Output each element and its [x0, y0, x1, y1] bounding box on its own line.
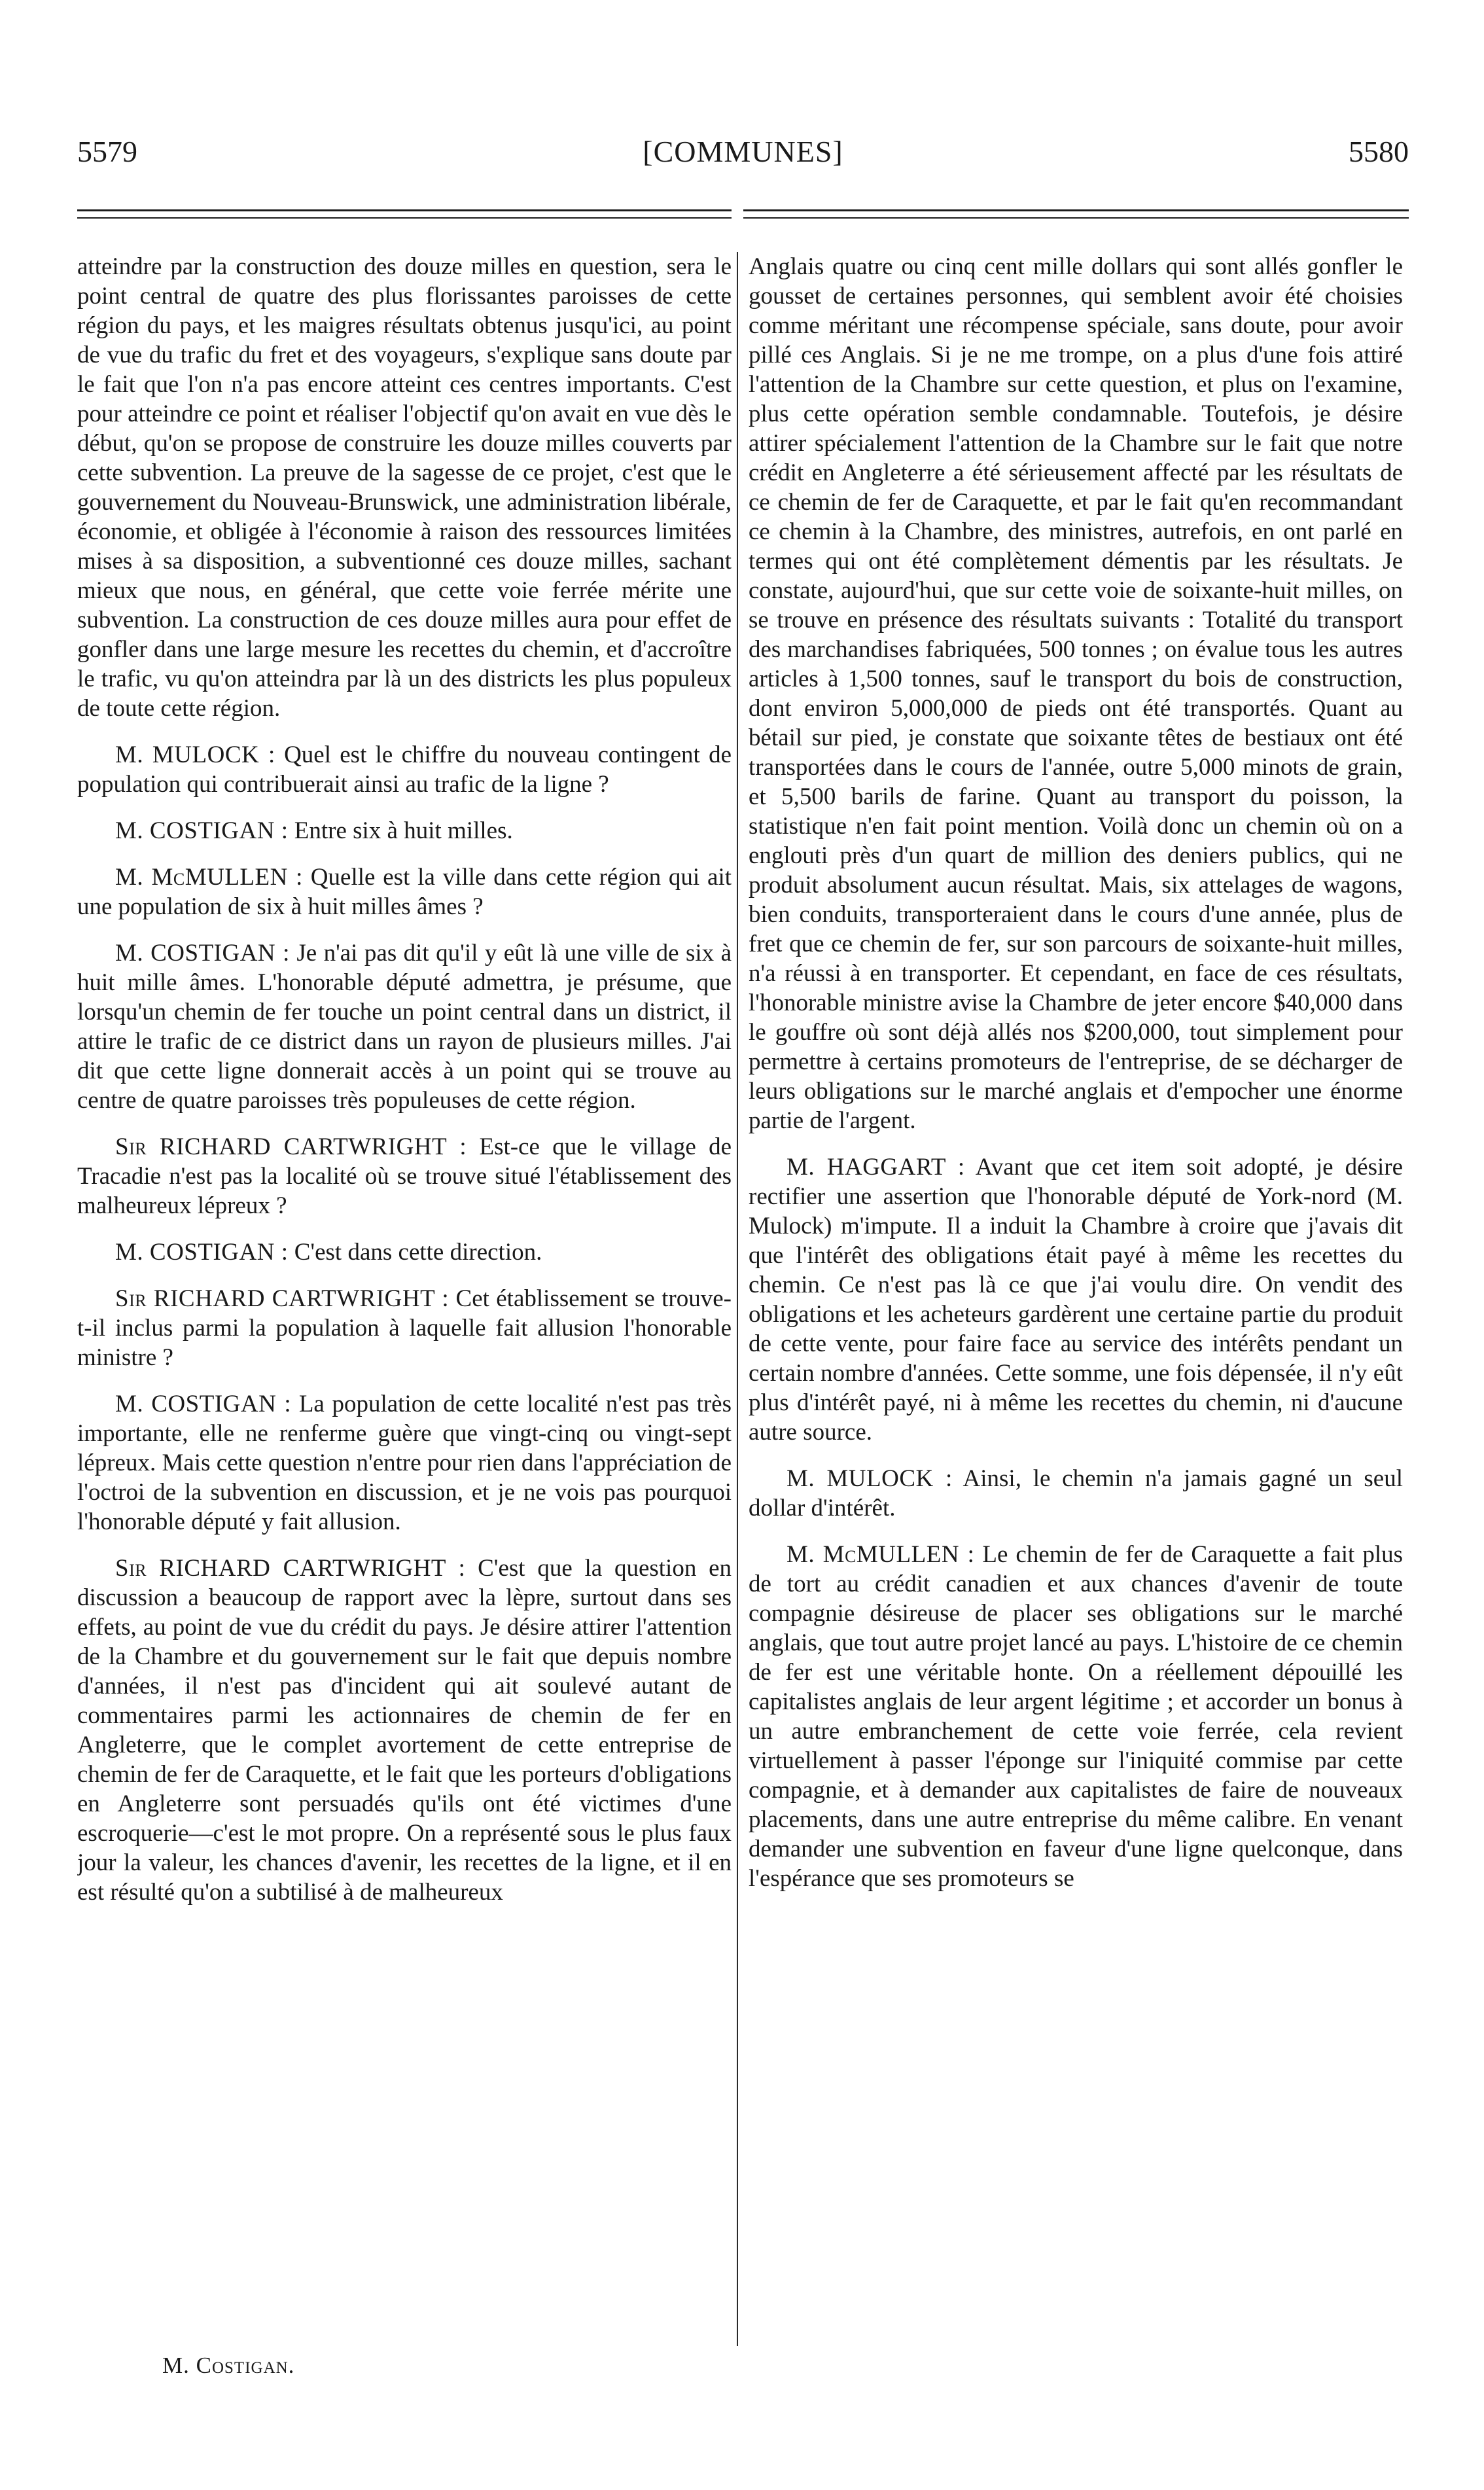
- header-rule-left-bottom: [77, 217, 732, 219]
- page-number-right: 5580: [1349, 135, 1409, 168]
- paragraph: [77, 1284, 732, 1372]
- paragraph-text: Ainsi, le chemin n'a jamais gagné un seul dollar d'intérêt.: [749, 1465, 1403, 1521]
- page-number-left: 5579: [77, 135, 137, 168]
- speaker-name: M. COSTIGAN :: [115, 1239, 289, 1266]
- speaker-name: M. MULOCK :: [115, 741, 275, 768]
- speaker-name: Sir RICHARD CARTWRIGHT :: [115, 1555, 466, 1582]
- paragraph-text: Quel est le chiffre du nouveau contingent de population qui contribuerait ainsi au trafic de la ligne ?: [77, 741, 732, 798]
- paragraph: [77, 938, 732, 1115]
- paragraph: [77, 1554, 732, 1907]
- paragraph: [77, 1237, 732, 1267]
- paragraph: [749, 1152, 1403, 1447]
- column-divider: [737, 252, 738, 2346]
- header-rules: [77, 209, 1409, 224]
- speaker-name: M. HAGGART :: [786, 1154, 965, 1181]
- paragraph: [77, 863, 732, 921]
- paragraph: [77, 1389, 732, 1537]
- speaker-name: M. COSTIGAN :: [115, 940, 290, 967]
- paragraph: [77, 252, 732, 723]
- paragraph: [77, 1132, 732, 1220]
- paragraph-text: C'est que la question en discussion a beaucoup de rapport avec la lèpre, surtout dans ses effets, au point de vue du crédit du pays. Je désire attirer l'attention de la Chambre et du gouvernement sur le fait que depuis nombre d'années, il n'est pas d'incident qui ait soulevé autant de commentaires parmi les actionnaires de chemin de fer en Angleterre, que le complet avortement de cette entreprise de chemin de fer de Caraquette, et le fait que les porteurs d'obligations en Angleterre sont persuadés qu'ils ont été victimes d'une escroquerie—c'est le mot propre. On a représenté sous le plus faux jour la valeur, les chances d'avenir, les recettes de la ligne, et il en est résulté qu'on a subtilisé à de malheureux: [77, 1555, 732, 1906]
- paragraph-text: Avant que cet item soit adopté, je désire rectifier une assertion que l'honorable député de York-nord (M. Mulock) m'impute. Il a induit la Chambre à croire que j'avais dit que l'intérêt des obligations était payé à même les recettes du chemin. Ce n'est pas là ce que j'ai voulu dire. On vendit des obligations et les acheteurs gardèrent une certaine partie du produit de cette vente, pour faire face au service des intérêts pendant un certain nombre d'années. Cette somme, une fois dépensée, il n'y eût plus d'intérêt payé, ni à même les recettes du chemin, ni d'aucune autre source.: [749, 1154, 1403, 1446]
- paragraph-text: atteindre par la construction des douze milles en question, sera le point central de quatre des plus florissantes paroisses de cette région du pays, et les maigres résultats obtenus jusqu'ici, au point de vue du trafic du fret et des voyageurs, s'explique sans doute par le fait que l'on n'a pas encore atteint ces centres importants. C'est pour atteindre ce point et réaliser l'objectif qu'on avait en vue dès le début, qu'on se propose de construire les douze milles couverts par cette subvention. La preuve de la sagesse de ce projet, c'est que le gouvernement du Nouveau-Brunswick, une administration libérale, économie, et obligée à l'économie à raison des ressources limitées mises à sa disposition, a subventionné ces douze milles, sachant mieux que nous, en général, que cette voie ferrée mérite une subvention. La construction de ces douze milles aura pour effet de gonfler dans une large mesure les recettes du chemin, et d'accroître le trafic, vu qu'on atteindra par là un des districts les plus populeux de toute cette région.: [77, 253, 732, 722]
- paragraph-text: La population de cette localité n'est pas très importante, elle ne renferme guère que vingt-cinq ou vingt-sept lépreux. Mais cette question n'entre pour rien dans l'appréciation de l'octroi de la subvention en discussion, et je ne vois pas pourquoi l'honorable député y fait allusion.: [77, 1391, 732, 1535]
- speaker-name: M. COSTIGAN :: [115, 817, 289, 844]
- paragraph-text: Je n'ai pas dit qu'il y eût là une ville de six à huit mille âmes. L'honorable député admettra, je présume, que lorsqu'un chemin de fer touche un point central dans un district, il attire le trafic de ce district dans un rayon de plusieurs milles. J'ai dit que cette ligne donnerait accès à un point qui se trouve au centre de quatre paroisses très populeuses de cette région.: [77, 940, 732, 1114]
- page-header: [77, 134, 1409, 180]
- paragraph: [749, 252, 1403, 1135]
- speaker-name: M. COSTIGAN :: [115, 1391, 292, 1417]
- speaker-name: M. McMULLEN :: [786, 1541, 975, 1568]
- speaker-name: M. MULOCK :: [786, 1465, 953, 1492]
- running-speaker-footer: M. Costigan.: [162, 2353, 295, 2378]
- paragraph-text: Cet établissement se trouve-t-il inclus parmi la population à laquelle fait allusion l'honorable ministre ?: [77, 1285, 732, 1371]
- paragraph: [749, 1540, 1403, 1893]
- paragraph-text: C'est dans cette direction.: [294, 1239, 542, 1266]
- header-rule-right-top: [743, 209, 1409, 211]
- header-rule-right-bottom: [743, 217, 1409, 219]
- left-column: [77, 252, 732, 2372]
- speaker-name: Sir RICHARD CARTWRIGHT :: [115, 1285, 450, 1312]
- paragraph-text: Quelle est la ville dans cette région qui ait une population de six à huit milles âmes ?: [77, 864, 732, 920]
- page-title: [COMMUNES]: [643, 135, 843, 168]
- paragraph: [77, 740, 732, 799]
- paragraph: [749, 1464, 1403, 1523]
- paragraph-text: Anglais quatre ou cinq cent mille dollars qui sont allés gonfler le gousset de certaines personnes, qui semblent avoir été choisies comme méritant une récompense spéciale, sans doute, pour avoir pillé ces Anglais. Si je ne me trompe, on a plus d'une fois attiré l'attention de la Chambre sur cette question, et plus on l'examine, plus cette opération semble condamnable. Toutefois, je désire attirer spécialement l'attention de la Chambre sur le fait que notre crédit en Angleterre a été sérieusement affecté par les résultats de ce chemin de fer de Caraquette, et par le fait qu'en recommandant ce chemin à la Chambre, des ministres, autrefois, en ont parlé en termes qui ont été complètement démentis par les résultats. Je constate, aujourd'hui, que sur cette voie de soixante-huit milles, on se trouve en présence des résultats suivants : Totalité du transport des marchandises fabriquées, 500 tonnes ; on évalue tous les autres articles à 1,500 tonnes, sauf le transport du bois de construction, dont environ 5,000,000 de pieds ont été transportés. Quant au bétail sur pied, je constate que soixante têtes de bestiaux ont été transportées dans le cours de l'année, outre 5,000 minots de grain, et 5,500 barils de farine. Quant au transport du poisson, la statistique n'en fait point mention. Voilà donc un chemin où on a englouti près d'un quart de million des deniers publics, qui ne produit absolument aucun résultat. Mais, six attelages de wagons, bien conduits, transporteraient dans le cours d'une année, plus de fret que ce chemin de fer, sur son parcours de soixante-huit milles, n'a réussi à en transporter. Et cependant, en face de ces résultats, l'honorable ministre avise la Chambre de jeter encore $40,000 dans le gouffre où sont déjà allés nos $200,000, tout simplement pour permettre à certains promoteurs de l'entreprise, de se décharger de leurs obligations sur le marché anglais et d'empocher une énorme partie de l'argent.: [749, 253, 1403, 1134]
- speaker-name: Sir RICHARD CARTWRIGHT :: [115, 1133, 467, 1160]
- speaker-name: M. McMULLEN :: [115, 864, 303, 891]
- paragraph-text: Le chemin de fer de Caraquette a fait plus de tort au crédit canadien et aux chances d'avenir de toute compagnie désireuse de placer ses obligations sur le marché anglais, que tout autre projet lancé au pays. L'histoire de ce chemin de fer est une véritable honte. On a réellement dépouillé les capitalistes anglais de leur argent légitime ; et accorder un bonus à un autre embranchement de cette voie ferrée, cela revient virtuellement à passer l'éponge sur l'iniquité commise par cette compagnie, et à demander aux capitalistes de faire de nouveaux placements, dans une autre entreprise du même calibre. En venant demander une subvention en faveur d'une ligne quelconque, dans l'espérance que ses promoteurs se: [749, 1541, 1403, 1892]
- header-rule-left-top: [77, 209, 732, 211]
- paragraph-text: Est-ce que le village de Tracadie n'est pas la localité où se trouve situé l'établissement des malheureux lépreux ?: [77, 1133, 732, 1219]
- paragraph: [77, 816, 732, 845]
- paragraph-text: Entre six à huit milles.: [294, 817, 513, 844]
- right-column: [749, 252, 1403, 2372]
